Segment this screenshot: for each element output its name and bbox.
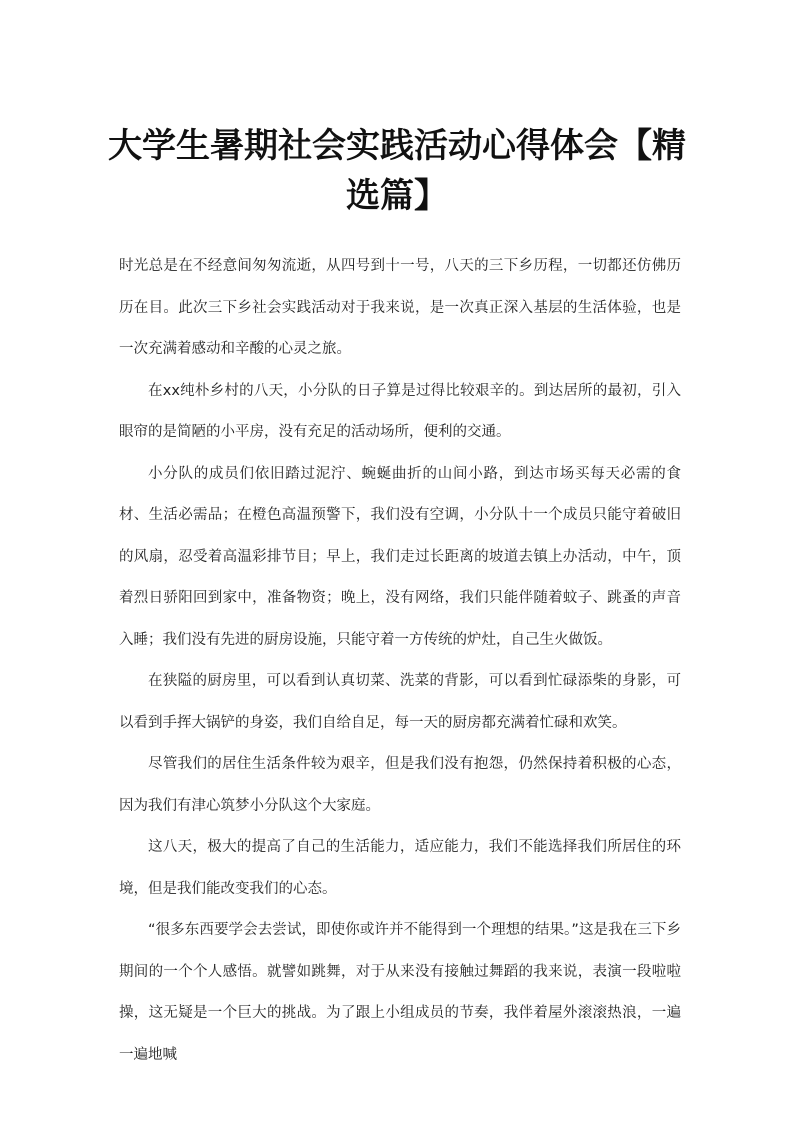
paragraph-1: 时光总是在不经意间匆匆流逝，从四号到十一号，八天的三下乡历程，一切都还仿佛历历在目。此次三下乡社会实践活动对于我来说，是一次真正深入基层的生活体验，也是一次充满着感动和辛酸的心灵之旅。	[119, 258, 681, 357]
document-body	[119, 246, 681, 1076]
document-title: 大学生暑期社会实践活动心得体会【精选篇】	[108, 126, 686, 216]
paragraph-7: “很多东西要学会去尝试，即使你或许并不能得到一个理想的结果。”这是我在三下乡期间的一个个人感悟。就譬如跳舞，对于从来没有接触过舞蹈的我来说，表演一段啦啦操，这无疑是一个巨大的挑战。为了跟上小组成员的节奏，我伴着屋外滚滚热浪，一遍一遍地喊	[119, 922, 681, 1063]
paragraph-2: 在xx纯朴乡村的八天，小分队的日子算是过得比较艰辛的。到达居所的最初，引入眼帘的是简陋的小平房，没有充足的活动场所，便利的交通。	[119, 382, 681, 440]
paragraph-6: 这八天，极大的提高了自己的生活能力，适应能力，我们不能选择我们所居住的环境，但是我们能改变我们的心态。	[119, 839, 681, 897]
paragraph-4: 在狭隘的厨房里，可以看到认真切菜、洗菜的背影，可以看到忙碌添柴的身影，可以看到手挥大锅铲的身姿，我们自给自足，每一天的厨房都充满着忙碌和欢笑。	[119, 673, 681, 731]
paragraph-5: 尽管我们的居住生活条件较为艰辛，但是我们没有抱怨，仍然保持着积极的心态，因为我们有津心筑梦小分队这个大家庭。	[119, 756, 681, 814]
paragraph-3: 小分队的成员们依旧踏过泥泞、蜿蜒曲折的山间小路，到达市场买每天必需的食材、生活必需品；在橙色高温预警下，我们没有空调，小分队十一个成员只能守着破旧的风扇，忍受着高温彩排节目；早上，我们走过长距离的坡道去镇上办活动，中午，顶着烈日骄阳回到家中，准备物资；晚上，没有网络，我们只能伴随着蚊子、跳蚤的声音入睡；我们没有先进的厨房设施，只能守着一方传统的炉灶，自己生火做饭。	[119, 465, 681, 648]
